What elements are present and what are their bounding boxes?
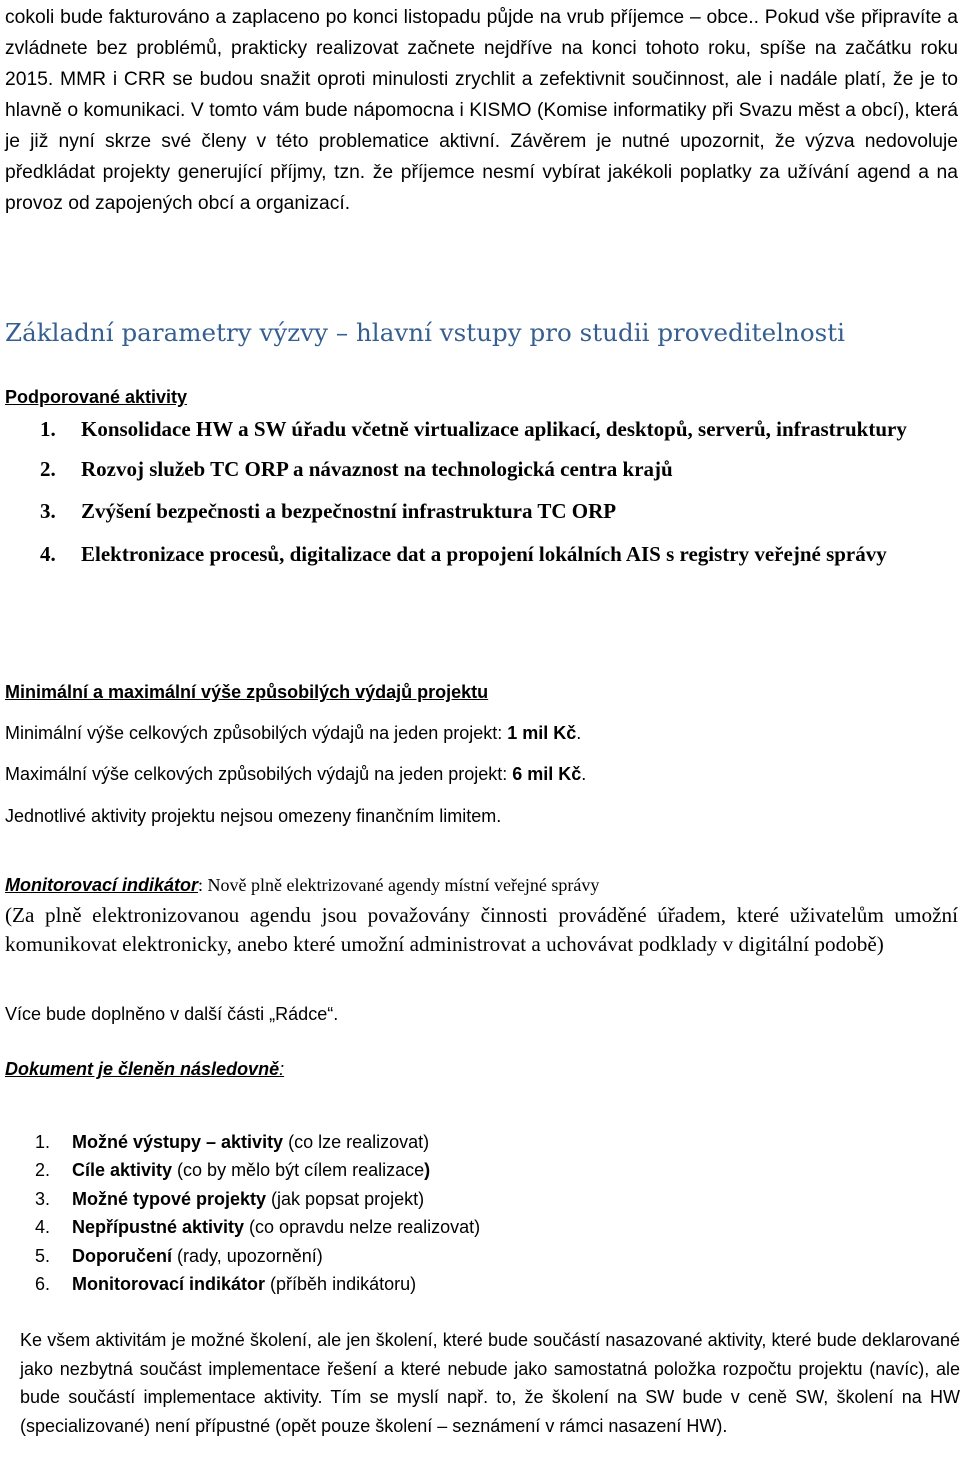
closing-paragraph: Ke všem aktivitám je možné školení, ale jen školení, které bude součástí nasazované aktivity, které bude deklarované jako nezbytná součást implementace řešení a které nebude jako samostatná položka rozpočtu projektu (navíc), ale bude součástí implementace aktivity. Tím se myslí např. to, že školení na SW bude v ceně SW, školení na HW (specializované) není přípustné (opět pouze školení – seznámení v rámci nasazení HW). <box>20 1330 960 1436</box>
structure-heading-colon: : <box>279 1059 285 1079</box>
activity-number: 3. <box>40 499 56 523</box>
more-note: Více bude doplněno v další části „Rádce“. <box>5 1004 339 1024</box>
activity-number: 2. <box>40 457 56 481</box>
outline-item <box>5 1213 480 1241</box>
document-outline-list <box>5 1128 480 1298</box>
max-cost-text: Maximální výše celkových způsobilých výdajů na jeden projekt: <box>5 764 513 784</box>
max-cost-end: . <box>581 764 587 784</box>
outline-number: 3. <box>35 1188 51 1209</box>
outline-title: Cíle aktivity <box>72 1160 173 1181</box>
outline-item <box>5 1128 480 1156</box>
activity-item <box>5 455 960 484</box>
structure-heading <box>5 1059 284 1080</box>
outline-note: (co by mělo být cílem realizace <box>172 1160 425 1181</box>
outline-note: (jak popsat projekt) <box>266 1188 425 1209</box>
activities-list <box>5 415 960 569</box>
activity-number: 1. <box>40 417 56 441</box>
outline-item <box>5 1242 480 1270</box>
outline-note: (rady, upozornění) <box>172 1245 323 1266</box>
outline-item <box>5 1185 480 1213</box>
outline-title: Nepřípustné aktivity <box>72 1217 245 1238</box>
costs-heading: Minimální a maximální výše způsobilých výdajů projektu <box>5 682 489 702</box>
outline-title: Doporučení <box>72 1245 173 1266</box>
outline-note-tail: ) <box>424 1160 431 1181</box>
monitor-label: Monitorovací indikátor <box>5 875 199 895</box>
activities-heading: Podporované aktivity <box>5 387 188 407</box>
activity-text: Elektronizace procesů, digitalizace dat a propojení lokálních AIS s registry veřejné správy <box>81 542 887 566</box>
outline-number: 6. <box>35 1274 51 1295</box>
outline-number: 2. <box>35 1160 51 1181</box>
min-cost-line <box>5 723 581 744</box>
activity-item <box>5 415 960 444</box>
activity-number: 4. <box>40 542 56 566</box>
outline-note: (co opravdu nelze realizovat) <box>244 1217 481 1238</box>
outline-title: Monitorovací indikátor <box>72 1274 266 1295</box>
outline-title: Možné výstupy – aktivity <box>72 1132 284 1152</box>
activity-item <box>5 540 960 569</box>
outline-item <box>5 1270 480 1298</box>
limit-note: Jednotlivé aktivity projektu nejsou omezeny finančním limitem. <box>5 806 502 826</box>
min-cost-value: 1 mil Kč <box>507 723 577 743</box>
activity-text: Konsolidace HW a SW úřadu včetně virtualizace aplikací, desktopů, serverů, infrastruktury <box>81 417 907 441</box>
outline-number: 4. <box>35 1217 51 1238</box>
monitor-explanation: (Za plně elektronizovanou agendu jsou považovány činnosti prováděné úřadem, které uživatelům umožní komunikovat elektronicky, anebo které umožní administrovat a uchovávat podklady v digitální podobě) <box>5 903 958 956</box>
activity-text: Zvýšení bezpečnosti a bezpečnostní infrastruktura TC ORP <box>81 499 617 523</box>
max-cost-line <box>5 764 586 785</box>
monitor-value: Nově plně elektrizované agendy místní veřejné správy <box>203 875 600 895</box>
main-heading: Základní parametry výzvy – hlavní vstupy pro studii proveditelnosti <box>5 318 846 347</box>
outline-item <box>5 1156 480 1184</box>
monitor-indicator-line <box>5 875 958 896</box>
intro-paragraph: cokoli bude fakturováno a zaplaceno po konci listopadu půjde na vrub příjemce – obce.. Pokud vše připravíte a zvládnete bez problémů, prakticky realizovat začnete nejdříve na konci tohoto roku, spíše na začátku roku 2015. MMR i CRR se budou snažit oproti minulosti zrychlit a zefektivnit součinnost, ale i nadále platí, že je to hlavně o komunikaci. V tomto vám bude nápomocna i KISMO (Komise informatiky při Svazu měst a obcí), která je již nyní skrze své členy v této problematice aktivní. Závěrem je nutné upozornit, že výzva nedovoluje předkládat projekty generující příjmy, tzn. že příjemce nesmí vybírat jakékoli poplatky za užívání agend a na provoz od zapojených obcí a organizací. <box>5 7 958 214</box>
outline-title: Možné typové projekty <box>72 1188 267 1209</box>
outline-number: 5. <box>35 1245 51 1266</box>
outline-note: (co lze realizovat) <box>283 1132 430 1152</box>
outline-number: 1. <box>35 1132 51 1152</box>
activity-text: Rozvoj služeb TC ORP a návaznost na technologická centra krajů <box>81 457 673 481</box>
outline-note: (příběh indikátoru) <box>265 1274 417 1295</box>
min-cost-text: Minimální výše celkových způsobilých výdajů na jeden projekt: <box>5 723 508 743</box>
max-cost-value: 6 mil Kč <box>512 764 582 784</box>
structure-heading-text: Dokument je členěn následovně <box>5 1059 280 1079</box>
min-cost-end: . <box>576 723 582 743</box>
monitor-colon: : <box>198 875 204 895</box>
activity-item <box>5 497 960 526</box>
